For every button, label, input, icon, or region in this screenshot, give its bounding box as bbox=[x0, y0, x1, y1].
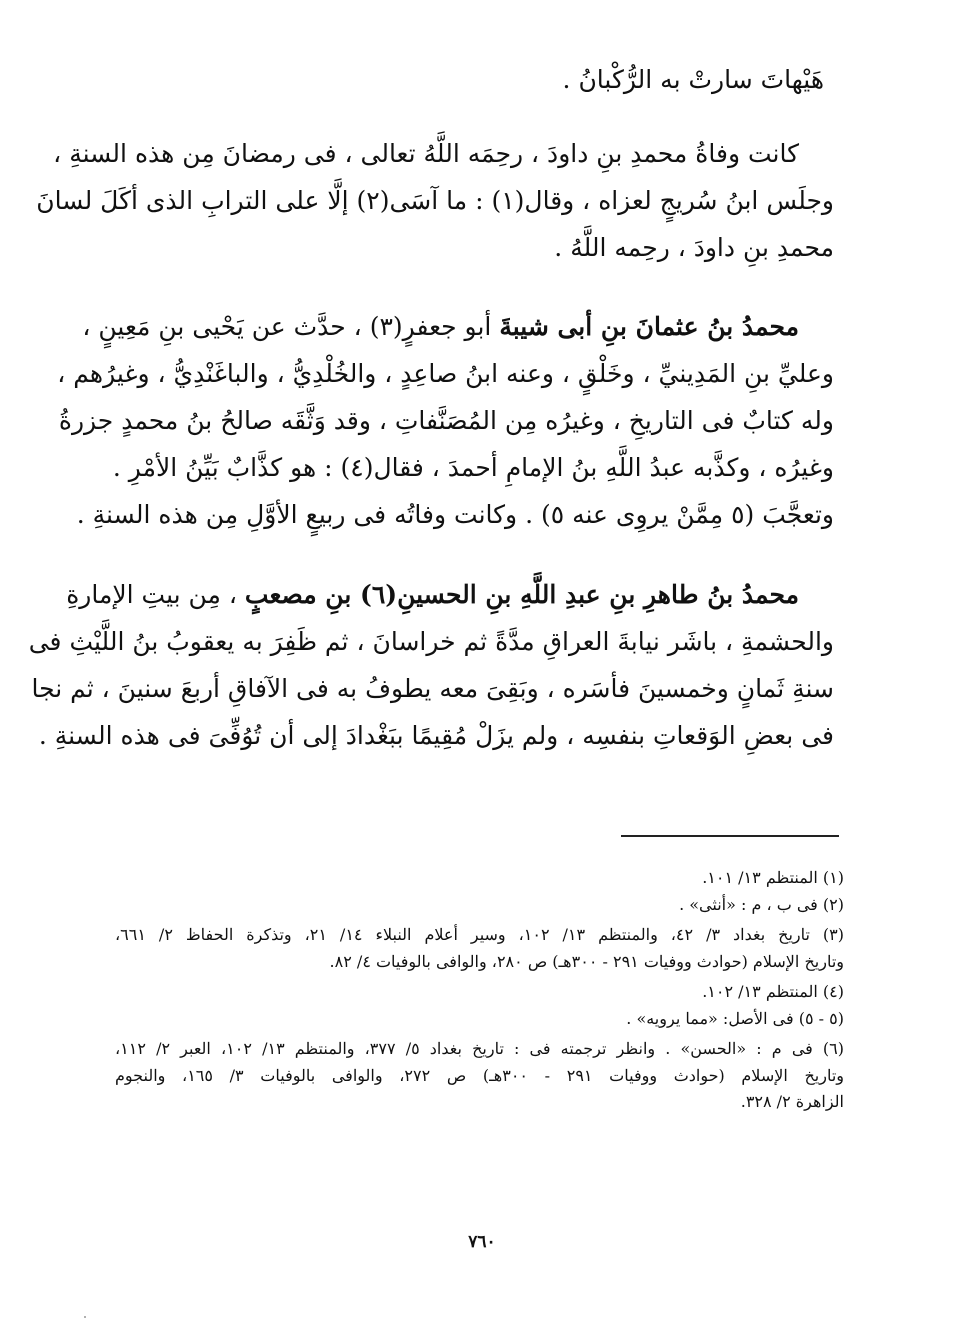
text-line: وغيرُه ، وكذَّبه عبدُ اللَّهِ بنُ الإمامِ أحمدَ ، فقال(٤) : هو كذَّابٌ بَيِّنُ الأمْرِ . bbox=[112, 453, 834, 482]
footnote: (٢) فى ب ، م : «أنثى» . bbox=[679, 894, 844, 914]
entry-heading: محمدُ بنُ عثمانَ بنِ أبى شيبةَ bbox=[499, 312, 799, 341]
footnote: (٣) تاريخ بغداد ٣/ ٤٢، والمنتظم ١٣/ ١٠٢، وسير أعلام النبلاء ١٤/ ٢١، وتذكرة الحفاظ ٢/ ٦٦١، bbox=[115, 925, 844, 944]
footnote: وتاريخ الإسلام (حوادث ووفيات ٢٩١ - ٣٠٠هـ) ص ٢٧٢، والوافى بالوفيات ٣/ ١٦٥، والنجوم bbox=[115, 1065, 845, 1085]
verse-line: هَيْهاتَ سارتْ به الرُّكْبانُ . bbox=[562, 65, 824, 94]
text-line: وعليِّ بنِ المَدِينيِّ ، وخَلْقٍ ، وعنه ابنُ صاعِدٍ ، والخُلْدِيُّ ، والباغَنْدِيُّ ، وغيرُهم ، bbox=[57, 359, 834, 388]
footnote: (٥ - ٥) فى الأصل: «مما يرويه» . bbox=[626, 1008, 844, 1028]
text-line: فى بعضِ الوَقعاتِ بنفسِه ، ولم يزَلْ مُقِيمًا ببَغْدادَ إلى أن تُوُفِّىَ فى هذه السنةِ . bbox=[38, 721, 834, 750]
footnote: (٦) فى م : «الحسن» . وانظر ترجمته فى : تاريخ بغداد ٥/ ٣٧٧، والمنتظم ١٣/ ١٠٢، العبر ٢/ ١١٢، bbox=[115, 1039, 845, 1058]
text-line: محمدِ بنِ داودَ ، رحِمه اللَّهُ . bbox=[554, 233, 834, 262]
paragraph-biography-ibn-abi-shayba bbox=[57, 303, 834, 538]
text-line bbox=[66, 571, 834, 618]
footnote: الزاهرة ٢/ ٣٢٨. bbox=[740, 1092, 844, 1111]
text-line bbox=[82, 303, 834, 350]
footnote: وتاريخ الإسلام (حوادث ووفيات ٢٩١ - ٣٠٠هـ) ص ٢٨٠، والوافى بالوفيات ٤/ ٨٢. bbox=[329, 951, 844, 971]
page-number: ٧٦٠ bbox=[468, 1232, 496, 1252]
text-line: سنةِ ثَمانٍ وخمسينَ فأسَره ، وبَقِىَ معه يطوفُ به فى الآفاقِ أربعَ سنينَ ، ثم نجا bbox=[31, 674, 834, 703]
entry-text: أبو جعفرٍ(٣) ، حدَّث عن يَحْيى بنِ مَعِينٍ ، bbox=[82, 312, 492, 341]
paragraph-death-notice bbox=[36, 130, 834, 271]
text-line: وله كتابٌ فى التاريخِ ، وغيرُه مِن المُصَنَّفاتِ ، وقد وَثَّقَه صالحُ بنُ محمدٍ جزرةُ bbox=[58, 406, 834, 435]
paragraph-biography-ibn-tahir bbox=[28, 571, 834, 759]
text-line: وتعجَّبَ (٥ مِمَّنْ يروِى عنه ٥) . وكانت وفاتُه فى ربيعٍ الأوَّلِ مِن هذه السنةِ . bbox=[76, 500, 834, 529]
footnote: (٤) المنتظم ١٣/ ١٠٢. bbox=[702, 982, 844, 1001]
entry-text: ، مِن بيتِ الإمارةِ bbox=[66, 580, 237, 609]
footnote: (١) المنتظم ١٣/ ١٠١. bbox=[702, 868, 844, 887]
text-line: والحشمةِ ، باشَر نيابةَ العراقِ مدَّةً ثم خراسانَ ، ثم ظَفِرَ به يعقوبُ بنُ اللَّيْثِ فى bbox=[28, 627, 834, 656]
text-line: كانت وفاةُ محمدِ بنِ داودَ ، رحِمَه اللَّهُ تعالى ، فى رمضانَ مِن هذه السنةِ ، bbox=[53, 139, 799, 168]
text-line: وجلَس ابنُ سُريجٍ لعزاه ، وقال(١) : ما آسَى(٢) إلَّا على الترابِ الذى أكَلَ لسانَ bbox=[36, 186, 834, 215]
footnotes bbox=[115, 865, 844, 1116]
entry-heading: محمدُ بنُ طاهرِ بنِ عبدِ اللَّهِ بنِ الحسينِ(٦) بنِ مصعبٍ bbox=[244, 580, 799, 609]
scan-speck bbox=[84, 1316, 86, 1318]
footnote-divider bbox=[621, 835, 839, 837]
